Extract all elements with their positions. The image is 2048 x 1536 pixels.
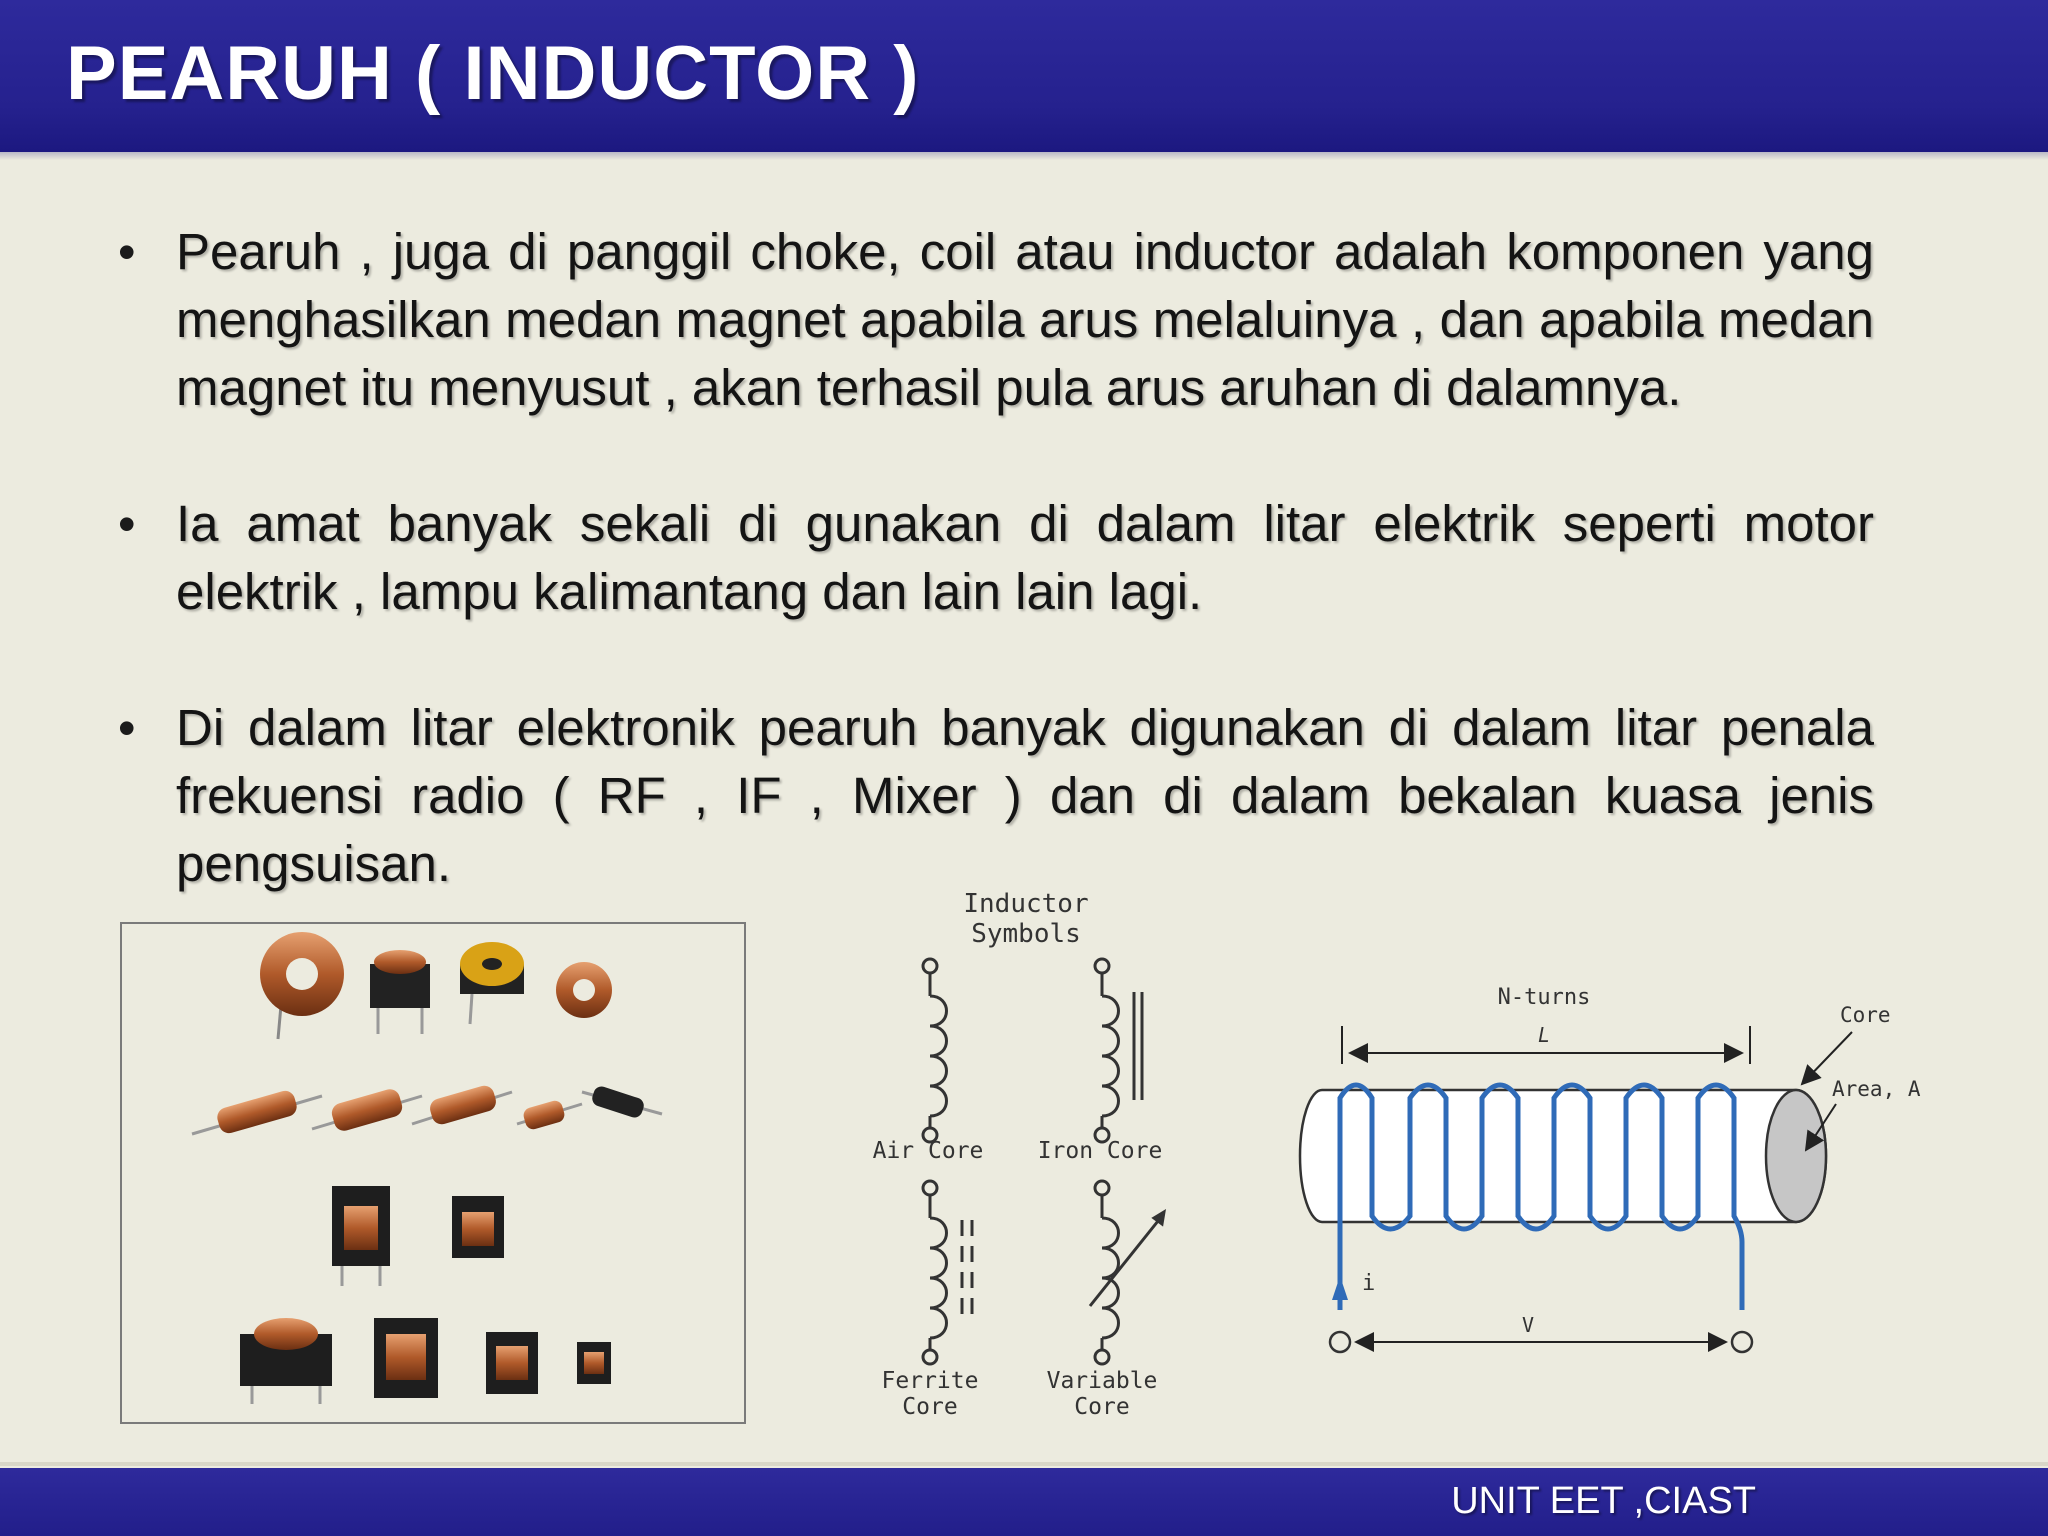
rod-inductor — [582, 1084, 662, 1119]
rod-inductor — [312, 1087, 422, 1133]
bullet-dot: • — [118, 224, 136, 280]
voltage-label: V — [1521, 1313, 1535, 1337]
iron-core-symbol — [1095, 959, 1142, 1142]
terminal-right — [1732, 1332, 1752, 1352]
transformer-inductor — [240, 1318, 332, 1404]
variable-core-label-line2: Core — [1074, 1394, 1130, 1420]
toroid-inductor — [260, 932, 344, 1039]
yellow-toroid-inductor — [460, 942, 524, 1024]
symbols-title-line2: Symbols — [971, 919, 1081, 949]
iron-core-label: Iron Core — [1037, 1138, 1163, 1164]
slide-title: PEARUH ( INDUCTOR ) — [66, 31, 920, 116]
footer-text: UNIT EET ,CIAST — [1451, 1480, 1756, 1522]
area-label: Area, A — [1832, 1077, 1921, 1101]
common-mode-choke — [452, 1196, 504, 1258]
inductor-symbols-diagram — [862, 888, 1182, 1433]
bullet-item — [118, 694, 1874, 898]
bullet-item — [118, 218, 1874, 422]
transformer-inductor — [577, 1342, 611, 1384]
bullet-text: Di dalam litar elektronik pearuh banyak digunakan di dalam litar penala frekuensi radio ( RF , IF , Mixer ) dan di dalam bekalan kuasa jenis pengsuisan. — [176, 699, 1874, 892]
rod-inductor — [412, 1083, 512, 1126]
variable-core-label-line1: Variable — [1046, 1368, 1158, 1394]
small-toroid-inductor — [556, 962, 612, 1018]
terminal-left — [1330, 1332, 1350, 1352]
bullet-text: Ia amat banyak sekali di gunakan di dalam litar elektrik seperti motor elektrik , lampu kalimantang dan lain lain lagi. — [176, 495, 1874, 620]
inductor-photo-drawing — [122, 924, 744, 1422]
current-arrow — [1332, 1276, 1348, 1300]
air-core-label: Air Core — [872, 1138, 984, 1164]
rod-inductor — [517, 1099, 582, 1131]
rod-inductor — [192, 1088, 322, 1135]
air-core-symbol — [923, 959, 947, 1142]
length-label: L — [1537, 1023, 1551, 1047]
footer-divider — [0, 1462, 2048, 1466]
ferrite-core-label-line1: Ferrite — [881, 1368, 979, 1394]
current-label: i — [1362, 1271, 1376, 1296]
bullet-dot: • — [118, 700, 136, 756]
bullet-text: Pearuh , juga di panggil choke, coil atau inductor adalah komponen yang menghasilkan medan magnet apabila arus melaluinya , dan apabila medan magnet itu menyusut , akan terhasil pula arus aruhan di dalamnya. — [176, 223, 1874, 416]
variable-core-symbol — [1090, 1181, 1164, 1364]
solenoid-diagram — [1280, 980, 1940, 1375]
solenoid-core — [1300, 1090, 1826, 1222]
bullet-dot: • — [118, 496, 136, 552]
ferrite-core-label-line2: Core — [902, 1394, 958, 1420]
transformer-inductor — [486, 1332, 538, 1394]
common-mode-choke — [332, 1186, 390, 1286]
ferrite-core-symbol — [923, 1181, 972, 1364]
bullet-item — [118, 490, 1874, 626]
n-turns-label: N-turns — [1497, 985, 1591, 1010]
symbols-title-line1: Inductor — [963, 889, 1089, 919]
pot-core-inductor — [370, 950, 430, 1034]
title-bar-shadow — [0, 152, 2048, 160]
core-label: Core — [1840, 1003, 1891, 1027]
inductor-photo — [120, 922, 746, 1424]
bullet-list — [118, 218, 1874, 898]
transformer-inductor — [374, 1318, 438, 1398]
